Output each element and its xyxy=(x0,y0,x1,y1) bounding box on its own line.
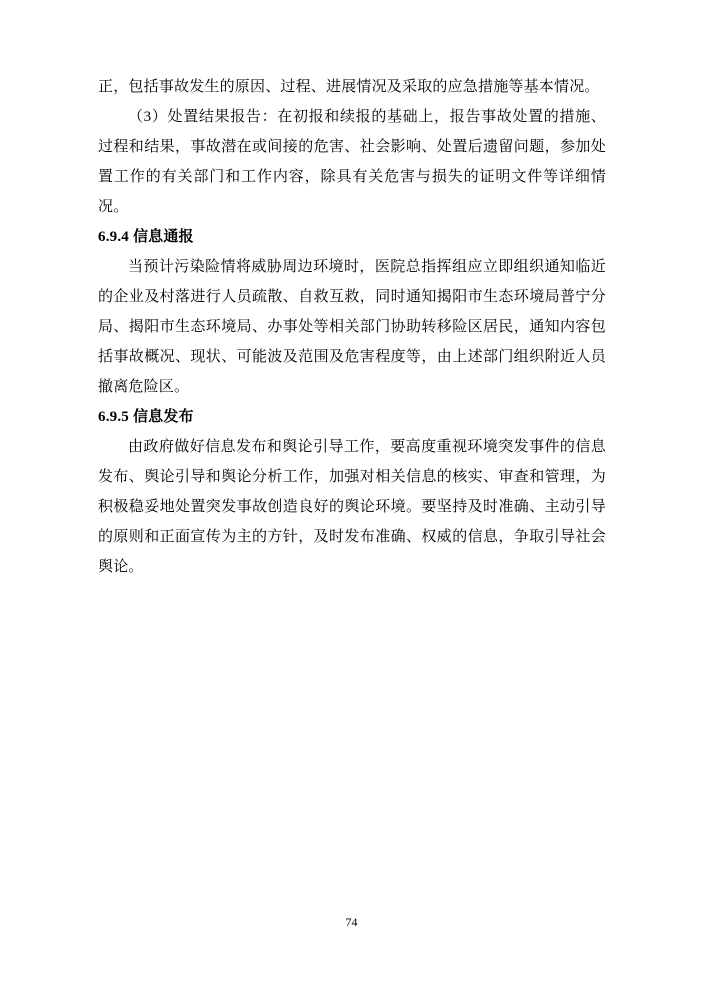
paragraph-information-release: 由政府做好信息发布和舆论引导工作，要高度重视环境突发事件的信息发布、舆论引导和舆论分析工作，加强对相关信息的核实、审查和管理，为积极稳妥地处置突发事故创造良好的舆论环境。要坚持及时准确、主动引导的原则和正面宣传为主的方针，及时发布准确、权威的信息，争取引导社会舆论。 xyxy=(98,439,606,575)
page-body xyxy=(98,72,606,582)
paragraph-continuation: 正，包括事故发生的原因、过程、进展情况及采取的应急措施等基本情况。 xyxy=(98,79,600,95)
page-number: 74 xyxy=(345,915,358,929)
paragraph-result-report: （3）处置结果报告：在初报和续报的基础上，报告事故处置的措施、过程和结果，事故潜在或间接的危害、社会影响、处置后遗留问题，参加处置工作的有关部门和工作内容，除具有关危害与损失的证明文件等详细情况。 xyxy=(98,109,606,215)
paragraph-information-notification: 当预计污染险情将威胁周边环境时，医院总指挥组应立即组织通知临近的企业及村落进行人员疏散、自救互救，同时通知揭阳市生态环境局普宁分局、揭阳市生态环境局、办事处等相关部门协助转移险区居民，通知内容包括事故概况、现状、可能波及范围及危害程度等，由上述部门组织附近人员撤离危险区。 xyxy=(98,259,606,395)
section-heading-6-9-5: 6.9.5 信息发布 xyxy=(98,409,194,425)
section-heading-6-9-4: 6.9.4 信息通报 xyxy=(98,229,194,245)
